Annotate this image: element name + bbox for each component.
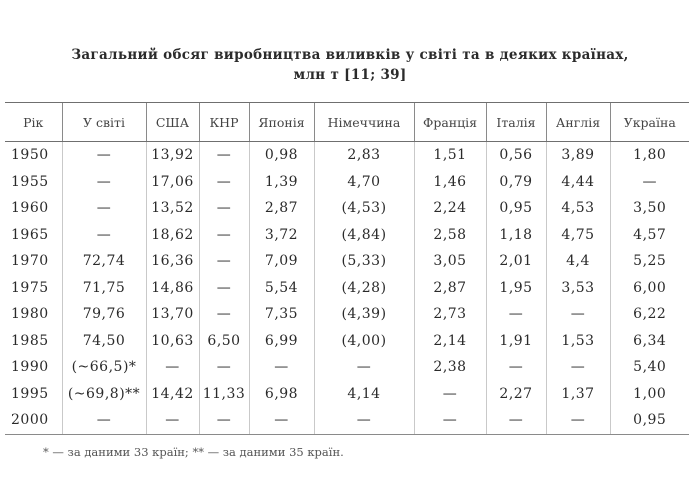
cell-year: 1955 xyxy=(11,173,49,190)
cell-england: — xyxy=(546,354,610,381)
cell-england: 1,53 xyxy=(546,328,610,355)
cell-germany: 4,70 xyxy=(314,169,414,196)
cell-world: — xyxy=(62,407,146,434)
cell-china: — xyxy=(199,301,249,328)
header-world: У світі xyxy=(62,103,146,142)
table-row xyxy=(5,328,689,355)
cell-germany: (4,53) xyxy=(314,195,414,222)
cell-germany: — xyxy=(314,354,414,381)
cell-ukraine: 0,95 xyxy=(610,407,689,434)
cell-china: — xyxy=(199,248,249,275)
cell-italy: — xyxy=(486,354,546,381)
cell-england: 4,75 xyxy=(546,222,610,249)
cell-usa: 13,92 xyxy=(146,142,199,169)
title-line-2: млн т [11; 39] xyxy=(293,67,407,83)
cell-japan: 7,35 xyxy=(249,301,314,328)
cell-germany: 2,83 xyxy=(314,142,414,169)
cell-france: 2,58 xyxy=(414,222,486,249)
cell-france: 2,73 xyxy=(414,301,486,328)
cell-germany: (4,39) xyxy=(314,301,414,328)
cell-china: — xyxy=(199,354,249,381)
footnote: * — за даними 33 країн; ** — за даними 35 країн. xyxy=(43,445,344,459)
cell-usa: 14,86 xyxy=(146,275,199,302)
cell-japan: 2,87 xyxy=(249,195,314,222)
cell-england: — xyxy=(546,301,610,328)
cell-japan: — xyxy=(249,354,314,381)
header-england: Англія xyxy=(546,103,610,142)
cell-year: 1965 xyxy=(11,226,49,243)
cell-china: — xyxy=(199,407,249,434)
cell-japan: 1,39 xyxy=(249,169,314,196)
cell-usa: 13,52 xyxy=(146,195,199,222)
cell-japan: — xyxy=(249,407,314,434)
table-row xyxy=(5,169,689,196)
cell-italy: — xyxy=(486,407,546,434)
cell-germany: (4,00) xyxy=(314,328,414,355)
cell-ukraine: 4,57 xyxy=(610,222,689,249)
cell-italy: 0,95 xyxy=(486,195,546,222)
cell-ukraine: 1,80 xyxy=(610,142,689,169)
cell-england: 4,44 xyxy=(546,169,610,196)
cell-ukraine: 6,00 xyxy=(610,275,689,302)
cell-italy: 0,79 xyxy=(486,169,546,196)
cell-china: 6,50 xyxy=(199,328,249,355)
cell-japan: 6,99 xyxy=(249,328,314,355)
table-row xyxy=(5,407,689,434)
cell-ukraine: — xyxy=(610,169,689,196)
cell-ukraine: 6,22 xyxy=(610,301,689,328)
cell-germany: — xyxy=(314,407,414,434)
table-row xyxy=(5,195,689,222)
cell-italy: 0,56 xyxy=(486,142,546,169)
cell-china: — xyxy=(199,222,249,249)
header-france: Франція xyxy=(414,103,486,142)
cell-japan: 6,98 xyxy=(249,381,314,408)
cell-germany: 4,14 xyxy=(314,381,414,408)
table-body xyxy=(5,142,689,435)
cell-japan: 3,72 xyxy=(249,222,314,249)
cell-germany: (4,28) xyxy=(314,275,414,302)
cell-usa: — xyxy=(146,407,199,434)
cell-world: 72,74 xyxy=(62,248,146,275)
cell-year: 1990 xyxy=(11,359,49,376)
cell-england: 3,53 xyxy=(546,275,610,302)
cell-ukraine: 3,50 xyxy=(610,195,689,222)
cell-france: 3,05 xyxy=(414,248,486,275)
cell-italy: 1,95 xyxy=(486,275,546,302)
table-row xyxy=(5,275,689,302)
cell-france: 1,51 xyxy=(414,142,486,169)
cell-world: 74,50 xyxy=(62,328,146,355)
header-japan: Японія xyxy=(249,103,314,142)
cell-usa: 14,42 xyxy=(146,381,199,408)
cell-japan: 0,98 xyxy=(249,142,314,169)
cell-world: 79,76 xyxy=(62,301,146,328)
cell-usa: 17,06 xyxy=(146,169,199,196)
header-usa: США xyxy=(146,103,199,142)
cell-usa: — xyxy=(146,354,199,381)
header-ukraine: Україна xyxy=(610,103,689,142)
cell-japan: 7,09 xyxy=(249,248,314,275)
cell-china: — xyxy=(199,169,249,196)
cell-france: — xyxy=(414,381,486,408)
cell-japan: 5,54 xyxy=(249,275,314,302)
header-italy: Італія xyxy=(486,103,546,142)
cell-year: 1985 xyxy=(11,332,49,349)
cell-ukraine: 5,40 xyxy=(610,354,689,381)
cell-world: (~66,5)* xyxy=(62,354,146,381)
cell-china: 11,33 xyxy=(199,381,249,408)
cell-world: 71,75 xyxy=(62,275,146,302)
cell-italy: — xyxy=(486,301,546,328)
cell-year: 1970 xyxy=(11,253,49,270)
cell-world: — xyxy=(62,222,146,249)
cell-england: 1,37 xyxy=(546,381,610,408)
cell-year: 1950 xyxy=(11,147,49,164)
title-line-1: Загальний обсяг виробництва виливків у світі та в деяких країнах, xyxy=(71,47,629,63)
cell-england: 4,4 xyxy=(546,248,610,275)
cell-year: 1960 xyxy=(11,200,49,217)
table-title xyxy=(0,45,700,85)
table-row xyxy=(5,381,689,408)
cell-italy: 2,01 xyxy=(486,248,546,275)
cell-england: 4,53 xyxy=(546,195,610,222)
cell-france: 2,38 xyxy=(414,354,486,381)
cell-italy: 1,18 xyxy=(486,222,546,249)
cell-france: 2,87 xyxy=(414,275,486,302)
cell-year: 1995 xyxy=(11,385,49,402)
cell-year: 1980 xyxy=(11,306,49,323)
cell-usa: 16,36 xyxy=(146,248,199,275)
cell-germany: (5,33) xyxy=(314,248,414,275)
cell-usa: 18,62 xyxy=(146,222,199,249)
cell-italy: 1,91 xyxy=(486,328,546,355)
table-row xyxy=(5,142,689,169)
cell-year: 2000 xyxy=(5,407,62,434)
casting-production-table xyxy=(5,102,689,435)
cell-year: 1975 xyxy=(11,279,49,296)
cell-world: — xyxy=(62,195,146,222)
cell-world: — xyxy=(62,169,146,196)
cell-ukraine: 5,25 xyxy=(610,248,689,275)
cell-china: — xyxy=(199,195,249,222)
table-row xyxy=(5,222,689,249)
cell-france: — xyxy=(414,407,486,434)
cell-france: 2,14 xyxy=(414,328,486,355)
cell-world: — xyxy=(62,142,146,169)
cell-china: — xyxy=(199,142,249,169)
header-year: Рік xyxy=(5,103,62,142)
table-row xyxy=(5,354,689,381)
cell-usa: 13,70 xyxy=(146,301,199,328)
cell-ukraine: 1,00 xyxy=(610,381,689,408)
cell-ukraine: 6,34 xyxy=(610,328,689,355)
cell-usa: 10,63 xyxy=(146,328,199,355)
header-germany: Німеччина xyxy=(314,103,414,142)
cell-italy: 2,27 xyxy=(486,381,546,408)
cell-germany: (4,84) xyxy=(314,222,414,249)
cell-france: 2,24 xyxy=(414,195,486,222)
table-row xyxy=(5,248,689,275)
header-china: КНР xyxy=(199,103,249,142)
table-row xyxy=(5,301,689,328)
cell-france: 1,46 xyxy=(414,169,486,196)
cell-china: — xyxy=(199,275,249,302)
header-row xyxy=(5,103,689,142)
cell-world: (~69,8)** xyxy=(62,381,146,408)
cell-england: 3,89 xyxy=(546,142,610,169)
cell-england: — xyxy=(546,407,610,434)
